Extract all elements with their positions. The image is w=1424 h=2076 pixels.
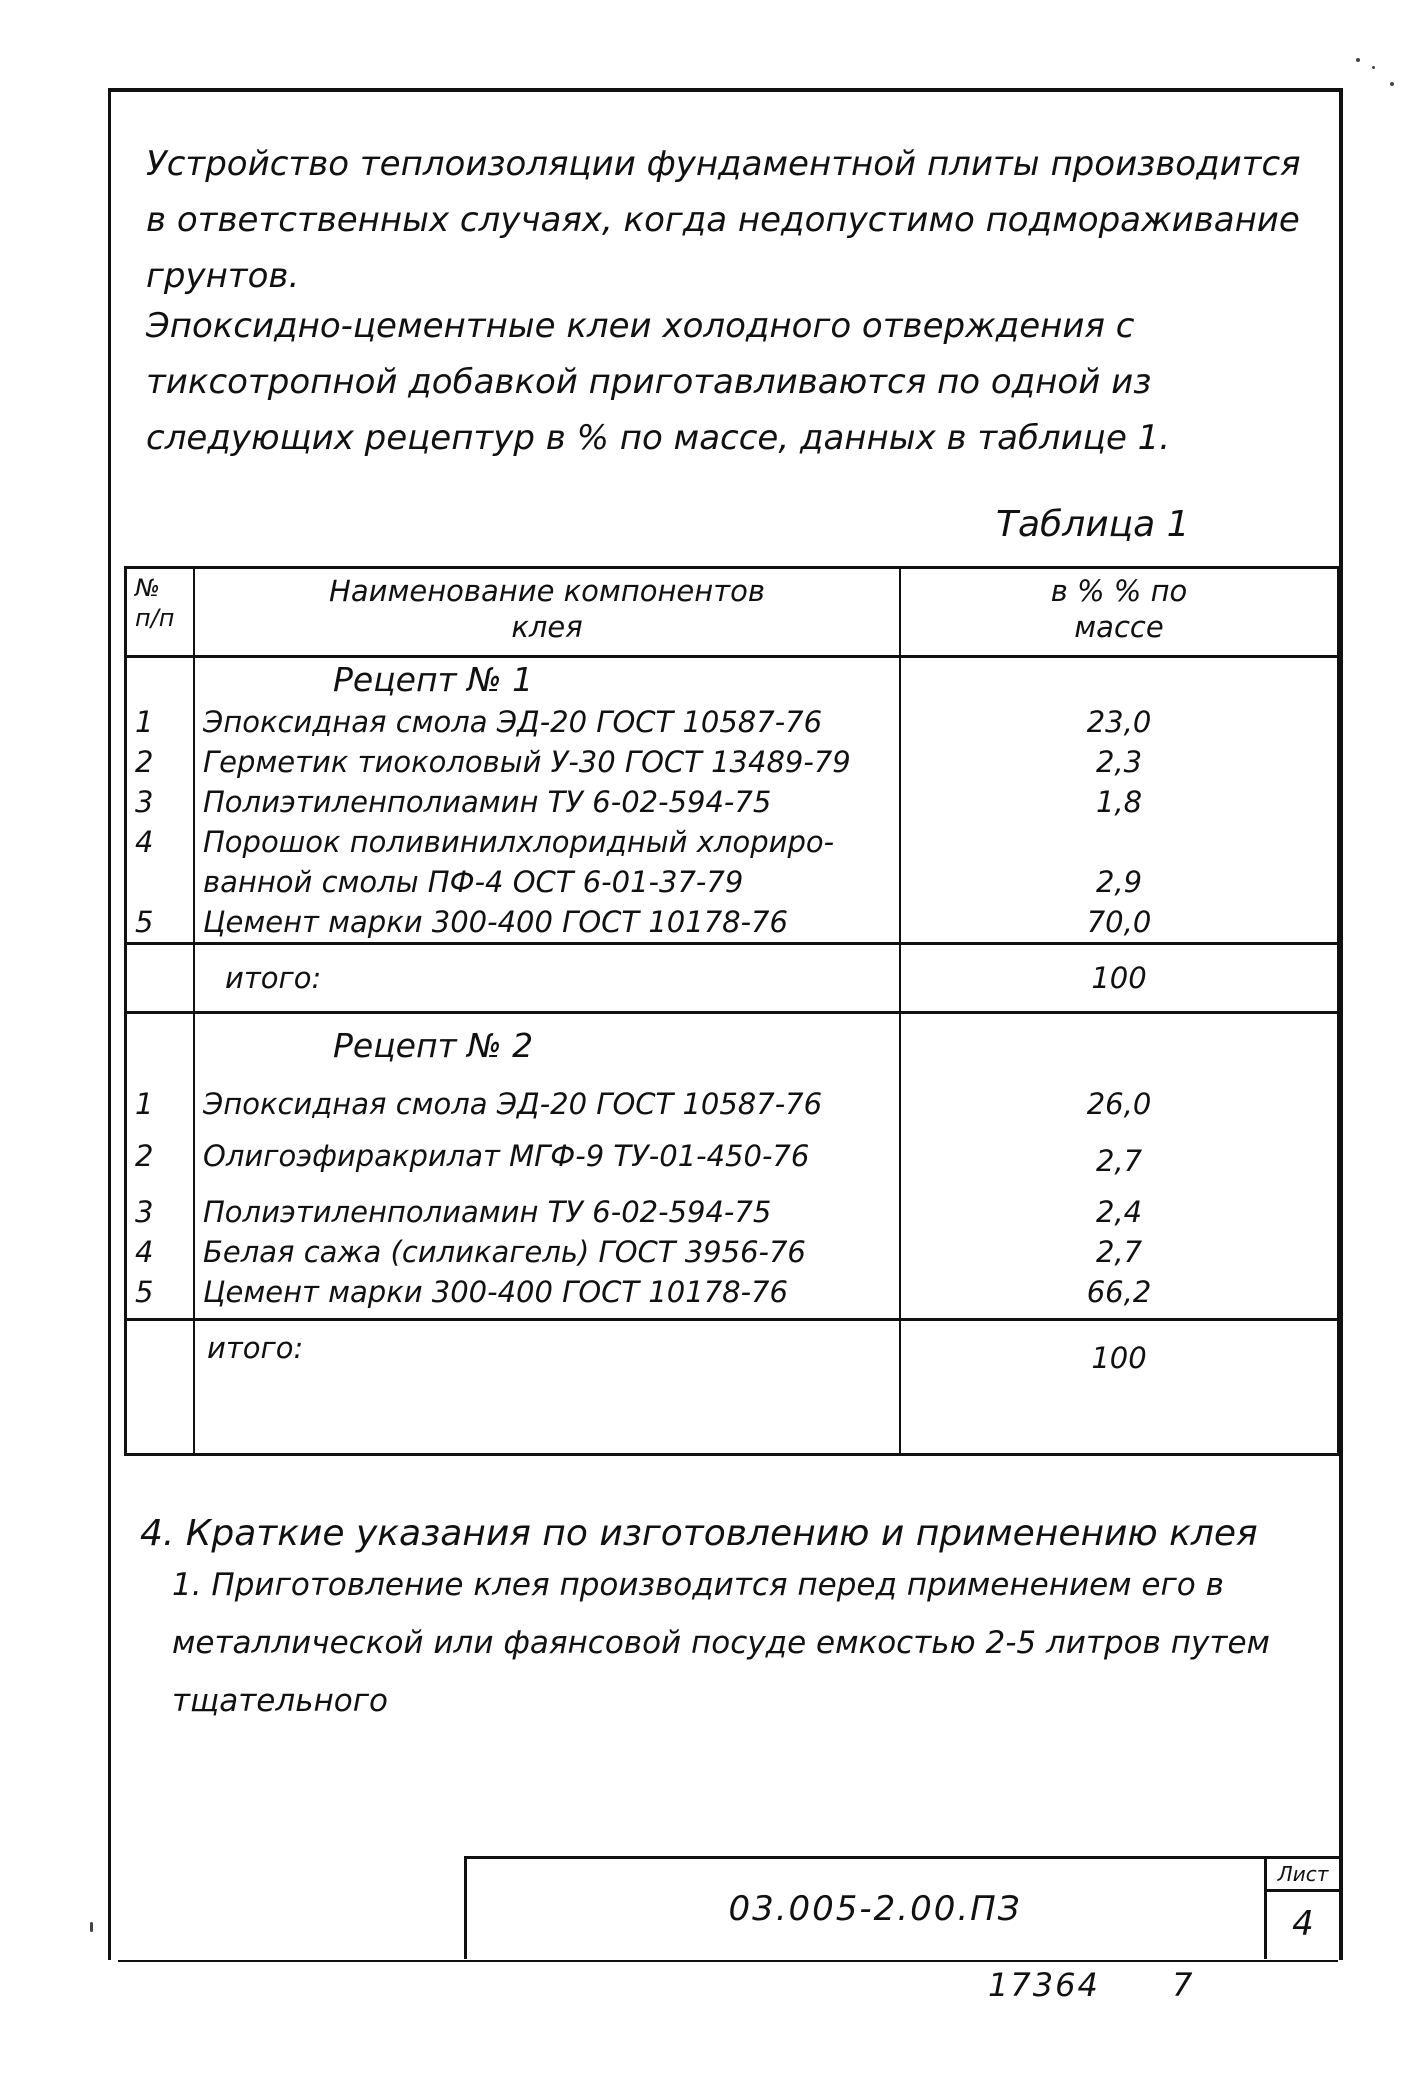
recipe-2-block bbox=[126, 1013, 1339, 1320]
header-name: Наименование компонентов клея bbox=[194, 568, 900, 657]
recipe-1-total-label: итого: bbox=[194, 944, 900, 1013]
recipe-1-total-value: 100 bbox=[900, 944, 1339, 1013]
recipe-2-total-label: итого: bbox=[194, 1320, 900, 1455]
list-item: Эпоксидная смола ЭД-20 ГОСТ 10587-76 bbox=[203, 705, 823, 739]
list-item: Цемент марки 300-400 ГОСТ 10178-76 bbox=[203, 905, 788, 939]
list-item: ванной смолы ПФ-4 ОСТ 6-01-37-79 bbox=[203, 865, 744, 899]
recipe-1-title: Рецепт № 1 bbox=[333, 660, 534, 699]
footer-inventory bbox=[988, 1966, 1195, 2004]
list-item: Герметик тиоколовый У-30 ГОСТ 13489-79 bbox=[203, 745, 851, 779]
inventory-number: 17364 bbox=[988, 1966, 1100, 2004]
list-item: Полиэтиленполиамин ТУ 6-02-594-75 bbox=[203, 785, 772, 819]
table-header-row bbox=[126, 568, 1339, 657]
sheet-label: Лист bbox=[1267, 1859, 1339, 1892]
scan-speck bbox=[1356, 58, 1360, 62]
components-table bbox=[124, 566, 1340, 1456]
recipe-2-total-row bbox=[126, 1320, 1339, 1455]
paragraph-insulation: Устройство теплоизоляции фундаментной плиты производится в ответственных случаях, когда недопустимо подмораживание грунтов. bbox=[146, 144, 1301, 296]
list-item: Полиэтиленполиамин ТУ 6-02-594-75 bbox=[203, 1195, 772, 1229]
recipe-2-nums: 1 2 3 4 5 bbox=[126, 1013, 195, 1320]
scan-speck bbox=[1372, 66, 1375, 69]
title-block bbox=[464, 1856, 1339, 1959]
recipe-2-names bbox=[194, 1013, 900, 1320]
header-value: в % % по массе bbox=[900, 568, 1339, 657]
format-number: 7 bbox=[1172, 1966, 1195, 2004]
list-item: Порошок поливинилхлоридный хлориро- bbox=[203, 825, 835, 859]
recipe-2-title: Рецепт № 2 bbox=[333, 1026, 534, 1065]
sheet-box bbox=[1264, 1859, 1339, 1959]
header-num: № п/п bbox=[126, 568, 195, 657]
section-4-heading: 4. Краткие указания по изготовлению и применению клея bbox=[140, 1513, 1258, 1554]
list-item: Белая сажа (силикагель) ГОСТ 3956-76 bbox=[203, 1235, 806, 1269]
scan-speck bbox=[1390, 82, 1394, 86]
section-4-item-1: 1. Приготовление клея производится перед применением его в металлической или фаянсовой посуде емкостью 2-5 литров путем тщательного bbox=[172, 1567, 1270, 1719]
list-item: Эпоксидная смола ЭД-20 ГОСТ 10587-76 bbox=[203, 1087, 823, 1121]
recipe-1-nums: 1 2 3 4 5 bbox=[126, 657, 195, 944]
sheet-number: 4 bbox=[1292, 1904, 1314, 1944]
recipe-1-total-row bbox=[126, 944, 1339, 1013]
recipe-2-values: 26,0 2,7 2,4 2,7 66,2 bbox=[900, 1013, 1339, 1320]
recipe-1-values: 23,0 2,3 1,8 2,9 70,0 bbox=[900, 657, 1339, 944]
recipe-2-total-value: 100 bbox=[900, 1320, 1339, 1455]
document-code: 03.005-2.00.ПЗ bbox=[728, 1889, 1022, 1929]
list-item: Цемент марки 300-400 ГОСТ 10178-76 bbox=[203, 1275, 788, 1309]
recipe-1-names bbox=[194, 657, 900, 944]
recipe-1-block bbox=[126, 657, 1339, 944]
scan-speck bbox=[90, 1922, 93, 1932]
list-item: Олигоэфиракрилат МГФ-9 ТУ-01-450-76 bbox=[203, 1139, 810, 1173]
table-caption: Таблица 1 bbox=[996, 504, 1190, 545]
bottom-line bbox=[118, 1960, 1338, 1962]
paragraph-adhesive-recipes: Эпоксидно-цементные клеи холодного отверждения с тиксотропной добавкой приготавливаются по одной из следующих рецептур в % по массе, данных в таблице 1. bbox=[146, 306, 1171, 458]
